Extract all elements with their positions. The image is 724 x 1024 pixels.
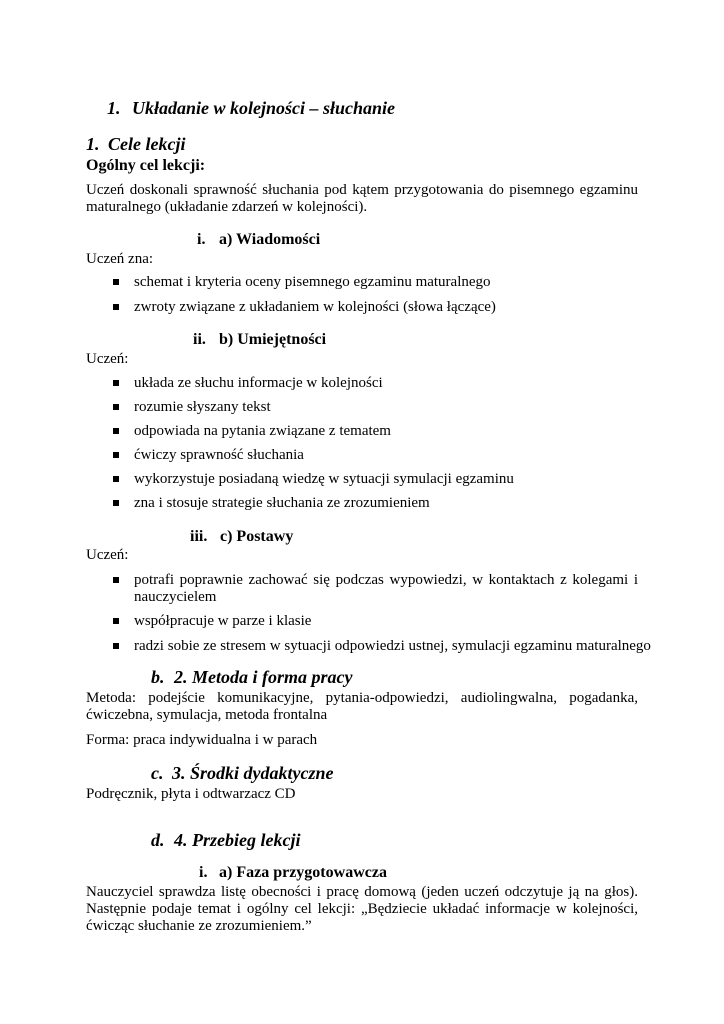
bullet-marker xyxy=(113,577,119,583)
subsection-heading-umiejetnosci xyxy=(193,331,326,349)
list-item: rozumie słyszany tekst xyxy=(134,399,271,415)
section-heading-cele xyxy=(86,134,185,155)
list-item: potrafi poprawnie zachować się podczas wypowiedzi, w kontaktach z kolegami i nauczycielem xyxy=(134,572,638,605)
document-title xyxy=(107,98,395,119)
general-goal-heading: Ogólny cel lekcji: xyxy=(86,157,206,174)
section-title: Cele lekcji xyxy=(108,134,186,154)
section-heading-srodki xyxy=(151,763,334,784)
umiejetnosci-intro: Uczeń: xyxy=(86,351,129,367)
srodki-text: Podręcznik, płyta i odtwarzacz CD xyxy=(86,786,296,802)
method-text: Metoda: podejście komunikacyjne, pytania-odpowiedzi, audiolingwalna, pogadanka, ćwiczebna, symulacja, metoda frontalna xyxy=(86,690,638,723)
bullet-marker xyxy=(113,500,119,506)
bullet-marker xyxy=(113,452,119,458)
list-item: współpracuje w parze i klasie xyxy=(134,613,312,629)
section-number: 1. xyxy=(86,134,100,154)
list-item: zwroty związane z układaniem w kolejności (słowa łączące) xyxy=(134,299,496,315)
section-number: d. xyxy=(151,830,165,850)
subsection-title: b) Umiejętności xyxy=(219,331,327,348)
list-item: schemat i kryteria oceny pisemnego egzaminu maturalnego xyxy=(134,274,491,290)
section-number: c. xyxy=(151,763,164,783)
title-text: Układanie w kolejności – słuchanie xyxy=(132,98,396,118)
list-item: zna i stosuje strategie słuchania ze zrozumieniem xyxy=(134,495,430,511)
bullet-marker xyxy=(113,304,119,310)
faza-body-text: Nauczyciel sprawdza listę obecności i pracę domową (jeden uczeń odczytuje ją na głos). Następnie podaje temat i ogólny cel lekcji: „Będziecie układać informacje w kolejności, ćwicząc słuchanie ze zrozumieniem.” xyxy=(86,884,638,934)
section-title: 3. Środki dydaktyczne xyxy=(172,763,334,783)
bullet-marker xyxy=(113,428,119,434)
bullet-marker xyxy=(113,643,119,649)
subsection-title: c) Postawy xyxy=(220,528,294,545)
bullet-marker xyxy=(113,279,119,285)
section-heading-metoda xyxy=(151,667,352,688)
subsection-heading-postawy xyxy=(190,528,293,546)
bullet-marker xyxy=(113,618,119,624)
subsection-heading-faza xyxy=(199,864,387,882)
list-item: wykorzystuje posiadaną wiedzę w sytuacji symulacji egzaminu xyxy=(134,471,514,487)
list-item: układa ze słuchu informacje w kolejności xyxy=(134,375,383,391)
subsection-title: a) Wiadomości xyxy=(219,231,321,248)
form-text: Forma: praca indywidualna i w parach xyxy=(86,732,318,748)
bullet-marker xyxy=(113,404,119,410)
list-item: odpowiada na pytania związane z tematem xyxy=(134,423,391,439)
list-item: ćwiczy sprawność słuchania xyxy=(134,447,304,463)
subsection-number: ii. xyxy=(193,331,206,348)
subsection-number: i. xyxy=(199,864,208,881)
wiadomosci-intro: Uczeń zna: xyxy=(86,251,154,267)
section-title: 4. Przebieg lekcji xyxy=(174,830,301,850)
subsection-number: i. xyxy=(197,231,206,248)
section-heading-przebieg xyxy=(151,830,300,851)
list-item: radzi sobie ze stresem w sytuacji odpowiedzi ustnej, symulacji egzaminu maturalnego xyxy=(134,638,651,654)
subsection-number: iii. xyxy=(190,528,208,545)
title-number: 1. xyxy=(107,98,121,118)
bullet-marker xyxy=(113,476,119,482)
subsection-title: a) Faza przygotowawcza xyxy=(219,864,387,881)
section-title: 2. Metoda i forma pracy xyxy=(174,667,353,687)
section-number: b. xyxy=(151,667,165,687)
postawy-intro: Uczeń: xyxy=(86,547,129,563)
general-goal-text: Uczeń doskonali sprawność słuchania pod kątem przygotowania do pisemnego egzaminu maturalnego (układanie zdarzeń w kolejności). xyxy=(86,182,638,215)
subsection-heading-wiadomosci xyxy=(197,231,320,249)
bullet-marker xyxy=(113,380,119,386)
